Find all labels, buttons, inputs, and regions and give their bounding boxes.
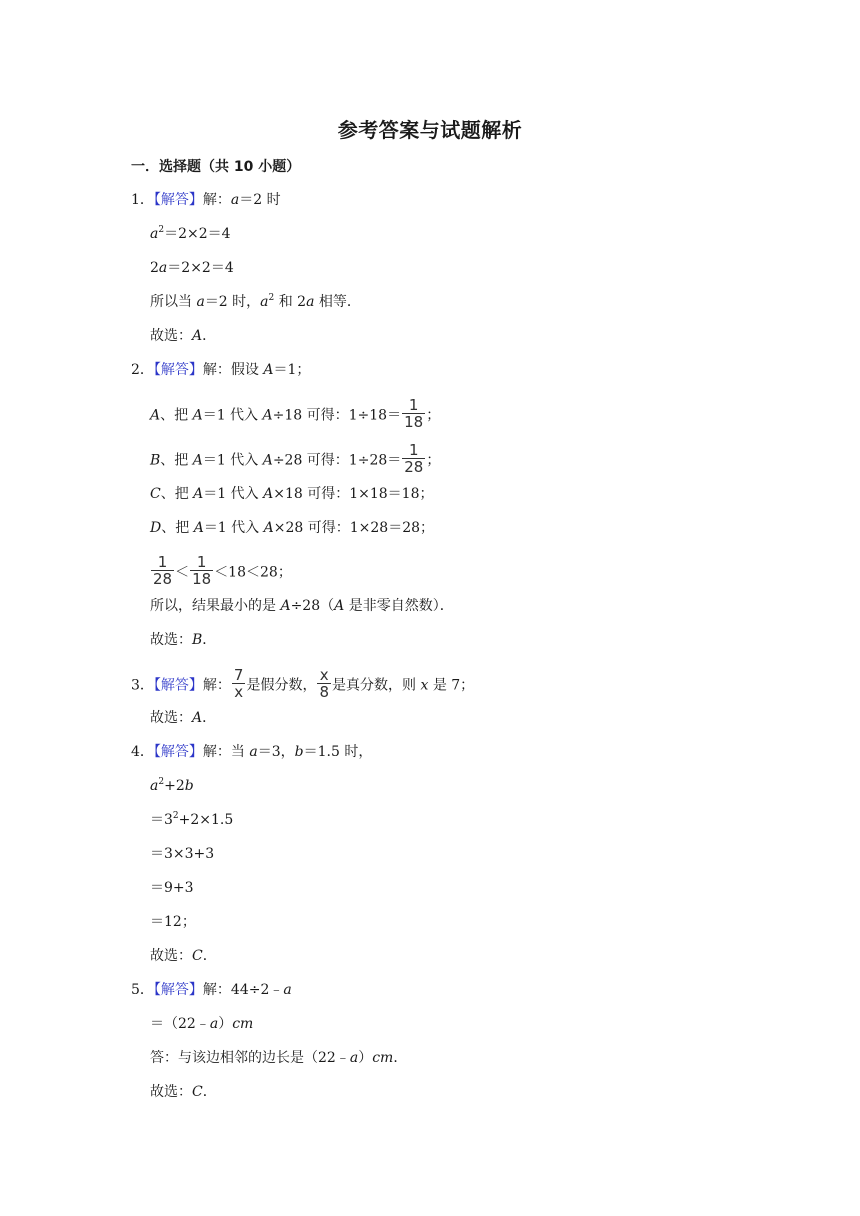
denominator: 18 xyxy=(404,413,424,431)
var-A: A xyxy=(263,520,274,536)
q3-head xyxy=(131,666,475,702)
q2-text: ＝1 代入 xyxy=(202,452,263,469)
var-b: b xyxy=(294,744,304,760)
q4-expr-1 xyxy=(150,776,194,796)
q2-answer-letter: B xyxy=(192,632,203,648)
q2-line-C xyxy=(150,484,434,504)
semicolon: ； xyxy=(426,452,441,469)
option-label-D: D xyxy=(150,520,162,536)
denominator: x xyxy=(234,683,244,701)
q2-conclusion-a: 所以，结果最小的是 xyxy=(150,598,281,614)
var-b: b xyxy=(184,778,194,794)
var-a: a xyxy=(349,1050,359,1066)
q2-head-text-2: ＝1； xyxy=(273,362,311,378)
numerator: 1 xyxy=(409,441,419,459)
numerator: x xyxy=(319,666,329,684)
denominator: 18 xyxy=(192,570,212,588)
q4-expr-3: ＝3×3+3 xyxy=(150,846,215,862)
numerator: 1 xyxy=(196,553,207,571)
q2-number: 2． xyxy=(131,362,154,378)
section-heading: 一．选择题（共 10 小题） xyxy=(131,159,301,175)
q2-head xyxy=(131,360,310,380)
q5-line-2 xyxy=(150,1014,253,1034)
denominator: 28 xyxy=(404,458,424,476)
q1-line-4-c: 和 2 xyxy=(274,294,307,310)
q2-line-A xyxy=(150,396,441,432)
q3-tail-b: 是 7； xyxy=(428,677,475,694)
q4-answer-letter: C xyxy=(192,948,203,964)
var-A: A xyxy=(192,452,203,469)
q4-number: 4． xyxy=(131,744,154,760)
q1-number: 1． xyxy=(131,192,154,208)
answer-tag: 【解答】 xyxy=(153,362,203,378)
q3-head-text: 解： xyxy=(202,677,231,694)
q1-line-3 xyxy=(150,258,234,278)
compare-tail: ＜18＜28； xyxy=(214,564,292,581)
q3-tail-a: 是真分数，则 xyxy=(332,677,421,694)
q5-text: 答：与该边相邻的边长是（22﹣ xyxy=(150,1050,350,1066)
q1-line-4-a: 所以当 xyxy=(150,294,197,310)
numerator: 1 xyxy=(157,553,168,571)
var-a: a xyxy=(150,778,159,794)
var-a: a xyxy=(150,226,159,242)
q4-head-text: 解：当 xyxy=(202,744,250,760)
answer-prefix: 故选： xyxy=(150,632,192,648)
q1-head xyxy=(131,190,281,210)
var-A: A xyxy=(334,598,345,614)
var-A: A xyxy=(262,407,273,424)
answer-tag: 【解答】 xyxy=(153,677,203,694)
q3-number: 3． xyxy=(131,677,154,694)
q2-line-B xyxy=(150,441,441,477)
q4-expr-5: ＝12； xyxy=(150,914,196,930)
fraction-1-28 xyxy=(151,554,174,587)
answer-end: ． xyxy=(202,328,217,344)
answer-tag: 【解答】 xyxy=(153,744,203,760)
q5-text: ． xyxy=(393,1050,408,1066)
exponent: 2 xyxy=(172,811,179,821)
q1-line-3-coef: 2 xyxy=(150,260,159,276)
var-A: A xyxy=(263,486,274,502)
page-title: 参考答案与试题解析 xyxy=(337,118,523,142)
q4-expr-2 xyxy=(150,810,233,830)
less-than: ＜ xyxy=(175,564,190,581)
q4-head-text-2: ＝3， xyxy=(257,744,295,760)
q2-text: ×28 可得：1×28＝28； xyxy=(273,520,435,536)
q2-text: ÷18 可得：1÷18＝ xyxy=(272,407,402,424)
var-A: A xyxy=(263,362,274,378)
unit-cm: cm xyxy=(372,1050,394,1066)
q5-head xyxy=(131,980,292,1000)
var-a: a xyxy=(209,1016,219,1032)
var-A: A xyxy=(192,407,203,424)
answer-prefix: 故选： xyxy=(150,1084,192,1100)
q1-line-2: $a^2=2\times 2=4$ xyxy=(150,225,231,242)
q5-line-3 xyxy=(150,1048,407,1068)
q2-answer xyxy=(150,630,216,650)
q4-head-text-3: ＝1.5 时， xyxy=(303,744,373,760)
q2-text: 、把 xyxy=(160,407,193,424)
option-label-C: C xyxy=(150,486,161,502)
fraction-1-28 xyxy=(402,442,425,475)
q1-line-4-b: ＝2 时， xyxy=(204,294,261,310)
q2-compare xyxy=(150,553,292,589)
exponent: 2 xyxy=(158,777,165,787)
q4-answer xyxy=(150,946,217,966)
numerator: 1 xyxy=(408,396,419,414)
fraction-x-8 xyxy=(317,667,331,700)
answer-end: ． xyxy=(202,1084,217,1100)
fraction-7-x xyxy=(232,667,246,700)
q2-text: ＝1 代入 xyxy=(203,486,264,502)
q1-line-3-text: ＝2×2＝4 xyxy=(167,260,234,276)
answer-end: ． xyxy=(202,948,217,964)
q5-text: ） xyxy=(218,1016,233,1032)
numerator: 7 xyxy=(233,666,244,684)
q5-text: ） xyxy=(358,1050,373,1066)
var-A: A xyxy=(193,486,204,502)
fraction-1-18 xyxy=(402,397,425,430)
q1-line-2-text: ＝2×2＝4 xyxy=(164,226,231,242)
q2-text: 、把 xyxy=(160,452,193,469)
var-a: a xyxy=(283,982,292,998)
q1-line-4-d: 相等． xyxy=(314,294,361,310)
var-a: a xyxy=(196,294,205,310)
unit-cm: cm xyxy=(232,1016,254,1032)
q1-head-text: 解： xyxy=(202,192,231,208)
var-a: a xyxy=(230,192,240,208)
fraction-1-18 xyxy=(190,554,213,587)
q2-text: ＝1 代入 xyxy=(203,520,264,536)
q3-answer xyxy=(150,708,216,728)
q3-answer-letter: A xyxy=(192,710,203,726)
q1-line-4: 所以当 a＝2 时，$a^2$ 和 2a 相等． xyxy=(150,293,361,310)
q2-conclusion-c: 是非零自然数）． xyxy=(344,598,454,614)
q2-head-text: 解：假设 xyxy=(202,362,264,378)
answer-prefix: 故选： xyxy=(150,328,192,344)
answer-tag: 【解答】 xyxy=(153,192,203,208)
q5-answer-letter: C xyxy=(192,1084,203,1100)
var-A: A xyxy=(193,520,204,536)
answer-tag: 【解答】 xyxy=(153,982,203,998)
answer-end: ． xyxy=(202,710,217,726)
var-a: a xyxy=(249,744,258,760)
q2-conclusion xyxy=(150,596,454,616)
semicolon: ； xyxy=(426,407,441,424)
var-a: a xyxy=(260,294,269,310)
q2-text: ×18 可得：1×18＝18； xyxy=(273,486,434,502)
var-a: a xyxy=(158,260,168,276)
q2-line-D xyxy=(150,518,434,538)
q5-answer xyxy=(150,1082,217,1102)
q1-answer-letter: A xyxy=(192,328,203,344)
q5-head-text: 解：44÷2﹣ xyxy=(202,982,284,998)
q2-conclusion-b: ÷28（ xyxy=(290,598,335,614)
var-x: x xyxy=(420,677,429,694)
q1-head-text-2: ＝2 时 xyxy=(239,192,281,208)
answer-end: ． xyxy=(202,632,217,648)
q3-mid: 是假分数， xyxy=(246,677,317,694)
answer-prefix: 故选： xyxy=(150,948,192,964)
q2-text: 、把 xyxy=(160,486,194,502)
q1-answer xyxy=(150,326,216,346)
q2-text: 、把 xyxy=(161,520,194,536)
q4-expr-text: ＝3 xyxy=(150,812,173,828)
q2-text: ÷28 可得：1÷28＝ xyxy=(272,452,402,469)
option-label-B: B xyxy=(150,452,161,469)
q4-expr-text: +2×1.5 xyxy=(178,812,234,828)
denominator: 8 xyxy=(319,683,330,701)
q5-text: ＝（22﹣ xyxy=(150,1016,210,1032)
q4-expr-text: +2 xyxy=(164,778,185,794)
q5-number: 5． xyxy=(131,982,154,998)
var-a: a xyxy=(306,294,315,310)
var-A: A xyxy=(280,598,291,614)
q2-text: ＝1 代入 xyxy=(202,407,263,424)
answer-prefix: 故选： xyxy=(150,710,192,726)
option-label-A: A xyxy=(150,407,161,424)
q4-expr-4: ＝9+3 xyxy=(150,880,194,896)
var-A: A xyxy=(262,452,273,469)
denominator: 28 xyxy=(153,570,173,588)
q4-head xyxy=(131,742,372,762)
